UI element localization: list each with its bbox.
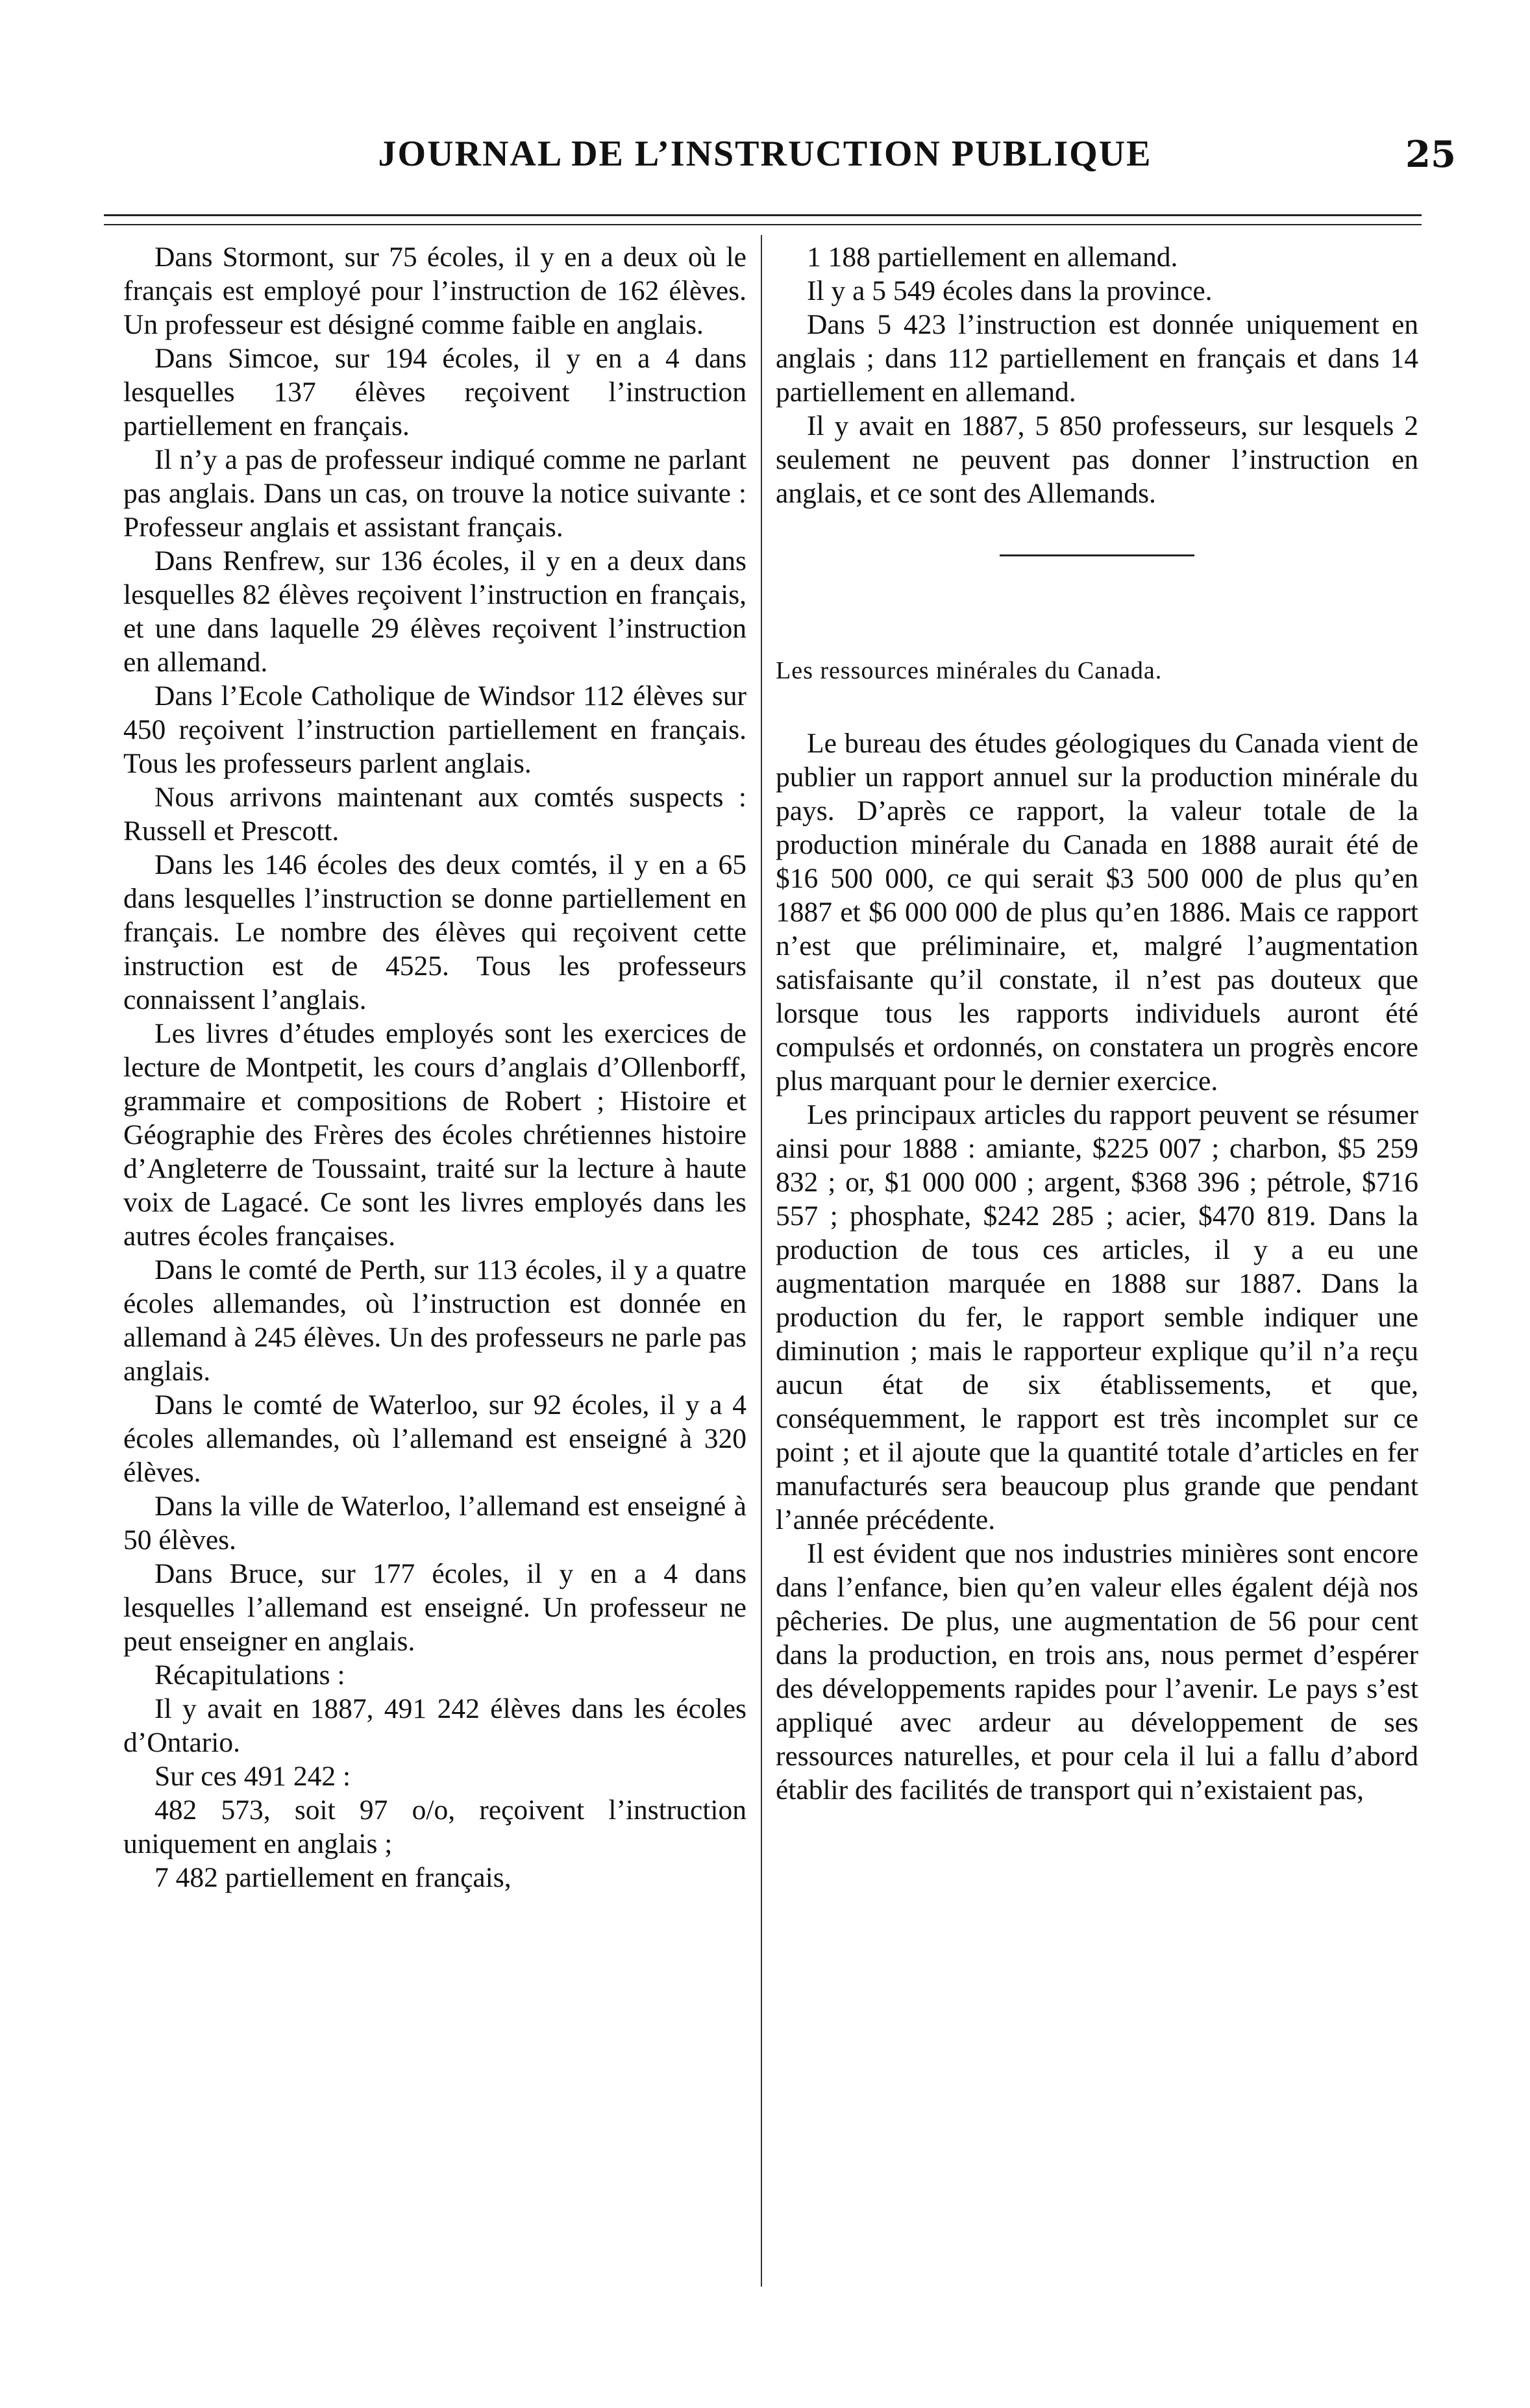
- running-head: [0, 133, 1530, 185]
- paragraph: 482 573, soit 97 o/o, reçoivent l’instruction uniquement en anglais ;: [123, 1794, 746, 1859]
- paragraph: Dans le comté de Perth, sur 113 écoles, il y a quatre écoles allemandes, où l’instruction est donnée en allemand à 245 élèves. Un des professeurs ne parle pas anglais.: [123, 1254, 746, 1387]
- paragraph: Dans Renfrew, sur 136 écoles, il y en a deux dans lesquelles 82 élèves reçoivent l’instruction en français, et une dans laquelle 29 élèves reçoivent l’instruction en allemand.: [123, 545, 746, 678]
- paragraph: Il y avait en 1887, 5 850 professeurs, sur lesquels 2 seulement ne peuvent pas donner l’instruction en anglais, et ce sont des Allemands.: [776, 410, 1418, 509]
- left-column: [123, 240, 746, 1894]
- paragraph: Dans Stormont, sur 75 écoles, il y en a deux où le français est employé pour l’instruction de 162 élèves. Un professeur est désigné comme faible en anglais.: [123, 242, 746, 340]
- section-title: Les ressources minérales du Canada.: [776, 657, 1163, 684]
- paragraph: Sur ces 491 242 :: [154, 1761, 351, 1792]
- paragraph: Il n’y a pas de professeur indiqué comme ne parlant pas anglais. Dans un cas, on trouve la notice suivante : Professeur anglais et assistant français.: [123, 444, 746, 543]
- column-divider: [761, 235, 762, 2287]
- right-column: [776, 240, 1418, 1807]
- paragraph: Dans l’Ecole Catholique de Windsor 112 élèves sur 450 reçoivent l’instruction partiellement en français. Tous les professeurs parlent anglais.: [123, 680, 746, 779]
- journal-title: JOURNAL DE L’INSTRUCTION PUBLIQUE: [378, 134, 1152, 174]
- paragraph: Il y a 5 549 écoles dans la province.: [807, 275, 1213, 306]
- paragraph: Dans Bruce, sur 177 écoles, il y en a 4 dans lesquelles l’allemand est enseigné. Un professeur ne peut enseigner en anglais.: [123, 1558, 746, 1657]
- paragraph: Dans Simcoe, sur 194 écoles, il y en a 4 dans lesquelles 137 élèves reçoivent l’instruction partiellement en français.: [123, 343, 746, 441]
- paragraph: Dans la ville de Waterloo, l’allemand est enseigné à 50 élèves.: [123, 1491, 746, 1556]
- page-number: 25: [1405, 133, 1456, 176]
- paragraph: Il est évident que nos industries minières sont encore dans l’enfance, bien qu’en valeur elles égalent déjà nos pêcheries. De plus, une augmentation de 56 pour cent dans la production, en trois ans, nous permet d’espérer des développements rapides pour l’avenir. Le pays s’est appliqué avec ardeur au développement de ses ressources naturelles, et pour cela il lui a fallu d’abord établir des facilités de transport qui n’existaient pas,: [776, 1538, 1418, 1806]
- paragraph: Les principaux articles du rapport peuvent se résumer ainsi pour 1888 : amiante, $225 007 ; charbon, $5 259 832 ; or, $1 000 000 ; argent, $368 396 ; pétrole, $716 557 ; phosphate, $242 285 ; acier, $470 819. Dans la production de tous ces articles, il y a eu une augmentation marquée en 1888 sur 1887. Dans la production du fer, le rapport semble indiquer une diminution ; mais le rapporteur explique qu’il n’a reçu aucun état de six établissements, et que, conséquemment, le rapport est très incomplet sur ce point ; et il ajoute que la quantité totale d’articles en fer manufacturés sera beaucoup plus grande que pendant l’année précédente.: [776, 1099, 1418, 1535]
- paragraph: Dans le comté de Waterloo, sur 92 écoles, il y a 4 écoles allemandes, où l’allemand est enseigné à 320 élèves.: [123, 1389, 746, 1488]
- section-separator-rule: [1000, 554, 1194, 556]
- paragraph: Nous arrivons maintenant aux comtés suspects : Russell et Prescott.: [123, 782, 746, 847]
- paragraph: Les livres d’études employés sont les exercices de lecture de Montpetit, les cours d’anglais d’Ollenborff, grammaire et compositions de Robert ; Histoire et Géographie des Frères des écoles chrétiennes histoire d’Angleterre de Toussaint, traité sur la lecture à haute voix de Lagacé. Ce sont les livres employés dans les autres écoles françaises.: [123, 1018, 746, 1252]
- paragraph: 7 482 partiellement en français,: [154, 1862, 512, 1893]
- paragraph: Récapitulations :: [154, 1659, 345, 1691]
- paragraph: Il y avait en 1887, 491 242 élèves dans les écoles d’Ontario.: [123, 1693, 746, 1758]
- paragraph: 1 188 partiellement en allemand.: [807, 242, 1178, 273]
- paragraph: Dans 5 423 l’instruction est donnée uniquement en anglais ; dans 112 partiellement en français et dans 14 partiellement en allemand.: [776, 309, 1418, 408]
- paragraph: Le bureau des études géologiques du Canada vient de publier un rapport annuel sur la production minérale du pays. D’après ce rapport, la valeur totale de la production minérale du Canada en 1888 aurait été de $16 500 000, ce qui serait $3 500 000 de plus qu’en 1887 et $6 000 000 de plus qu’en 1886. Mais ce rapport n’est que préliminaire, et, malgré l’augmentation satisfaisante qu’il constate, il n’est pas douteux que lorsque tous les rapports individuels auront été compulsés et ordonnés, on constatera un progrès encore plus marquant pour le dernier exercice.: [776, 728, 1418, 1097]
- header-rule-bottom: [104, 224, 1422, 225]
- paragraph: Dans les 146 écoles des deux comtés, il y en a 65 dans lesquelles l’instruction se donne partiellement en français. Le nombre des élèves qui reçoivent cette instruction est de 4525. Tous les professeurs connaissent l’anglais.: [123, 849, 746, 1015]
- header-rule-top: [104, 214, 1422, 216]
